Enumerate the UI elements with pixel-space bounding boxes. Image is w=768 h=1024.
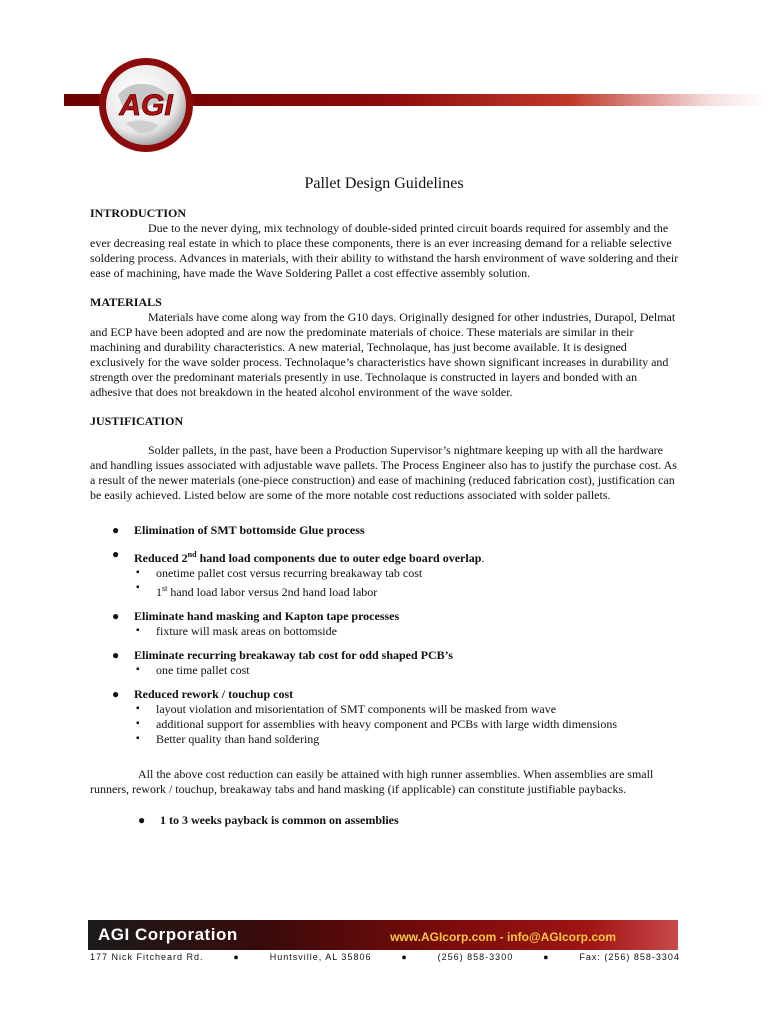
- materials-heading: MATERIALS: [90, 295, 162, 309]
- bullet-icon: ●: [112, 687, 120, 701]
- introduction-body: Due to the never dying, mix technology of double-sided printed circuit boards required for assembly and the ever decreasing real estate in which to place these components, there is an ever increasing demand for a reliable selective soldering process. Advances in materials, with their ability to withstand the harsh environment of wave soldering and their ease of machining, have made the Wave Soldering Pallet a cost effective assembly solution.: [90, 221, 679, 280]
- sub-list-item-label: fixture will mask areas on bottomside: [156, 624, 337, 638]
- document-title: Pallet Design Guidelines: [304, 175, 464, 192]
- square-bullet-icon: ▪: [136, 567, 140, 578]
- square-bullet-icon: ▪: [136, 733, 140, 744]
- justification-heading: JUSTIFICATION: [90, 414, 184, 428]
- justification-body: Solder pallets, in the past, have been a Production Supervisor’s nightmare keeping up with all the hardware and handling issues associated with adjustable wave pallets. The Process Engineer also has to justify the purchase cost. As a result of the newer materials (one-piece construction) and ease of machining (reduced fabrication cost), justification can be easily achieved. Listed below are some of the more notable cost reductions associated with solder pallets.: [90, 443, 677, 502]
- cost-reduction-list: [90, 523, 680, 747]
- square-bullet-icon: ▪: [136, 718, 140, 729]
- footer-separator-icon: ●: [401, 952, 408, 962]
- footer-web-email-link[interactable]: www.AGIcorp.com - info@AGIcorp.com: [390, 930, 616, 944]
- sub-list-item: [136, 717, 680, 732]
- bullet-icon: ●: [112, 609, 120, 623]
- bullet-icon: ●: [112, 648, 120, 662]
- agi-globe-logo: [96, 55, 196, 155]
- footer-separator-icon: ●: [233, 952, 240, 962]
- payback-list: [90, 813, 680, 828]
- sub-list-item: [136, 566, 680, 581]
- square-bullet-icon: ▪: [136, 582, 140, 593]
- list-item-label-post: hand load components due to outer edge board overlap: [196, 551, 482, 565]
- sub-list-item-label: one time pallet cost: [156, 663, 250, 677]
- list-item-label: Reduced rework / touchup cost: [134, 687, 294, 701]
- sub-list-item: [136, 732, 680, 747]
- list-item: [112, 609, 680, 639]
- footer-address-line: [90, 952, 680, 962]
- list-item-label-tail: .: [481, 551, 485, 565]
- sub-list-item-label-post: hand load labor versus 2nd hand load labor: [167, 585, 378, 599]
- footer-city: Huntsville, AL 35806: [269, 952, 372, 962]
- sub-list-item-label: onetime pallet cost versus recurring breakaway tab cost: [156, 566, 423, 580]
- sub-list-item-label-sup: st: [162, 584, 168, 593]
- list-item-label: Eliminate hand masking and Kapton tape processes: [134, 609, 400, 623]
- sub-list: [134, 624, 680, 639]
- bullet-icon: ●: [112, 523, 120, 537]
- square-bullet-icon: ▪: [136, 625, 140, 636]
- sub-list-item-label: additional support for assemblies with heavy component and PCBs with large width dimensions: [156, 717, 618, 731]
- list-item-label-pre: Reduced 2: [134, 551, 188, 565]
- list-item: [112, 648, 680, 678]
- footer-street: 177 Nick Fitcheard Rd.: [90, 952, 204, 962]
- document-body: [90, 206, 680, 828]
- list-item-label: Elimination of SMT bottomside Glue process: [134, 523, 365, 537]
- sub-list: [134, 702, 680, 747]
- list-item-label: 1 to 3 weeks payback is common on assemblies: [160, 813, 399, 827]
- list-item: [112, 687, 680, 747]
- sub-list-item: [136, 702, 680, 717]
- sub-list-item: [136, 663, 680, 678]
- sub-list-item-label-pre: 1: [156, 585, 162, 599]
- logo-text: AGI: [119, 89, 173, 122]
- square-bullet-icon: ▪: [136, 664, 140, 675]
- footer-banner: [88, 920, 678, 950]
- footer-separator-icon: ●: [543, 952, 550, 962]
- square-bullet-icon: ▪: [136, 703, 140, 714]
- list-item: [112, 523, 680, 538]
- sub-list-item: [136, 624, 680, 639]
- sub-list: [134, 566, 680, 600]
- bullet-icon: ●: [138, 813, 146, 827]
- materials-body: Materials have come along way from the G10 days. Originally designed for other industries, Durapol, Delmat and ECP have been adopted and are now the predominate materials of choice. These materials are similar in their machining and durability characteristics. A new material, Technolaque, has just become available. It is designed exclusively for the wave solder process. Technolaque’s characteristics have shown significant increases in durability and strength over the predominant materials presently in use. Technolaque is constructed in layers and bonded with an adhesive that does not breakdown in the heated alcohol environment of the wave solder.: [90, 310, 676, 399]
- list-item: [138, 813, 680, 828]
- sub-list-item: [136, 581, 680, 600]
- closing-paragraph: All the above cost reduction can easily be attained with high runner assemblies. When assemblies are small runners, rework / touchup, breakaway tabs and hand masking (if applicable) can constitute justifiable paybacks.: [90, 767, 654, 796]
- list-item: [112, 547, 680, 600]
- sub-list-item-label: Better quality than hand soldering: [156, 732, 320, 746]
- bullet-icon: ●: [112, 547, 120, 561]
- footer-phone: (256) 858-3300: [437, 952, 514, 962]
- sub-list: [134, 663, 680, 678]
- list-item-label: Eliminate recurring breakaway tab cost for odd shaped PCB’s: [134, 648, 453, 662]
- footer-fax: Fax: (256) 858-3304: [579, 952, 680, 962]
- footer-company-name: AGI Corporation: [98, 925, 238, 944]
- list-item-label-sup: nd: [187, 550, 197, 559]
- sub-list-item-label: layout violation and misorientation of SMT components will be masked from wave: [156, 702, 557, 716]
- introduction-heading: INTRODUCTION: [90, 206, 187, 220]
